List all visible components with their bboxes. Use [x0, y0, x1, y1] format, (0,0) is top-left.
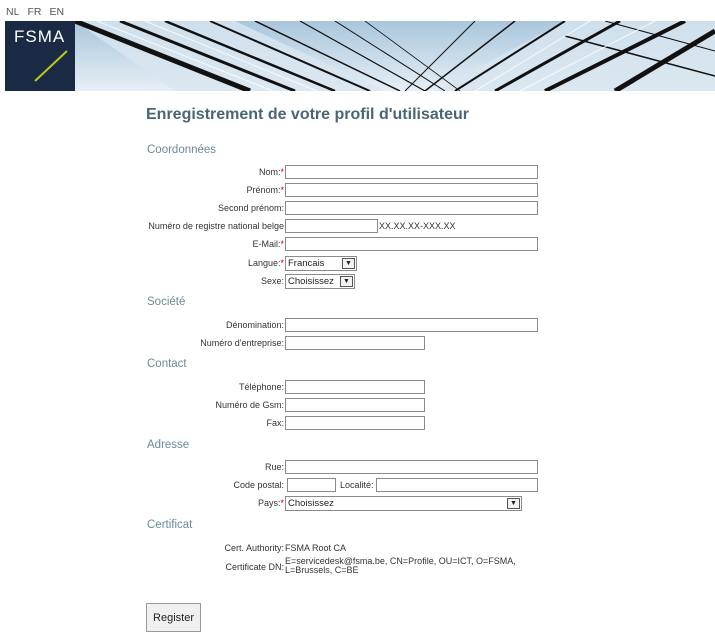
denomination-input[interactable]	[285, 318, 538, 332]
prenom-label: Prénom:*	[246, 185, 284, 195]
header-banner	[5, 21, 715, 91]
section-certificat: Certificat	[147, 519, 193, 531]
prenom-input[interactable]	[285, 183, 538, 197]
gsm-label: Numéro de Gsm:	[215, 400, 284, 410]
nom-label: Nom:*	[258, 167, 284, 177]
gsm-input[interactable]	[285, 398, 425, 412]
langue-label: Langue:*	[247, 258, 284, 268]
logo-text: FSMA	[14, 27, 66, 46]
code-postal-input[interactable]	[287, 478, 336, 492]
registre-label: Numéro de registre national belge	[148, 221, 284, 231]
registre-format-hint: XX.XX.XX-XXX.XX	[379, 221, 456, 231]
chevron-down-icon: ▼	[340, 276, 353, 287]
lang-nl-link[interactable]: NL	[6, 6, 20, 18]
denomination-label: Dénomination:	[225, 320, 284, 330]
banner-image	[5, 21, 715, 91]
email-label: E-Mail:*	[252, 239, 284, 249]
sexe-select[interactable]: Choisissez ▼	[285, 274, 355, 289]
fsma-logo[interactable]	[5, 21, 75, 91]
lang-fr-link[interactable]: FR	[27, 6, 42, 18]
second-prenom-input[interactable]	[285, 201, 538, 215]
num-entreprise-input[interactable]	[285, 336, 425, 350]
localite-input[interactable]	[376, 478, 538, 492]
second-prenom-label: Second prénom:	[217, 203, 284, 213]
section-coordonnees: Coordonnées	[147, 144, 217, 156]
localite-label: Localité:	[340, 480, 374, 490]
num-entreprise-label: Numéro d'entreprise:	[200, 338, 284, 348]
section-societe: Société	[147, 296, 186, 308]
pays-select[interactable]: Choisissez ▼	[285, 496, 522, 511]
sexe-label: Sexe:	[260, 276, 284, 286]
section-contact: Contact	[147, 358, 187, 370]
fax-label: Fax:	[266, 418, 284, 428]
telephone-input[interactable]	[285, 380, 425, 394]
rue-label: Rue:	[264, 462, 284, 472]
langue-select[interactable]: Francais ▼	[285, 256, 357, 271]
nom-input[interactable]	[285, 165, 538, 179]
telephone-label: Téléphone:	[238, 382, 284, 392]
pays-label: Pays:*	[257, 498, 284, 508]
lang-en-link[interactable]: EN	[49, 6, 65, 18]
email-input[interactable]	[285, 237, 538, 251]
section-adresse: Adresse	[147, 439, 190, 451]
cert-dn-label: Certificate DN:	[225, 562, 284, 572]
page-title: Enregistrement de votre profil d'utilisateur	[146, 106, 469, 123]
chevron-down-icon: ▼	[507, 498, 520, 509]
cert-dn-line1: E=servicedesk@fsma.be, CN=Profile, OU=ICT, O=FSMA,	[285, 556, 516, 566]
fax-input[interactable]	[285, 416, 425, 430]
cert-authority-value: FSMA Root CA	[285, 543, 347, 553]
register-button[interactable]: Register	[146, 603, 201, 632]
cert-dn-line2: L=Brussels, C=BE	[285, 565, 359, 575]
code-postal-label: Code postal:	[233, 480, 284, 490]
registre-input[interactable]	[285, 219, 378, 233]
logo-slash-icon	[5, 21, 75, 91]
cert-authority-label: Cert. Authority:	[224, 543, 284, 553]
chevron-down-icon: ▼	[342, 258, 355, 269]
language-bar	[6, 6, 72, 18]
rue-input[interactable]	[285, 460, 538, 474]
